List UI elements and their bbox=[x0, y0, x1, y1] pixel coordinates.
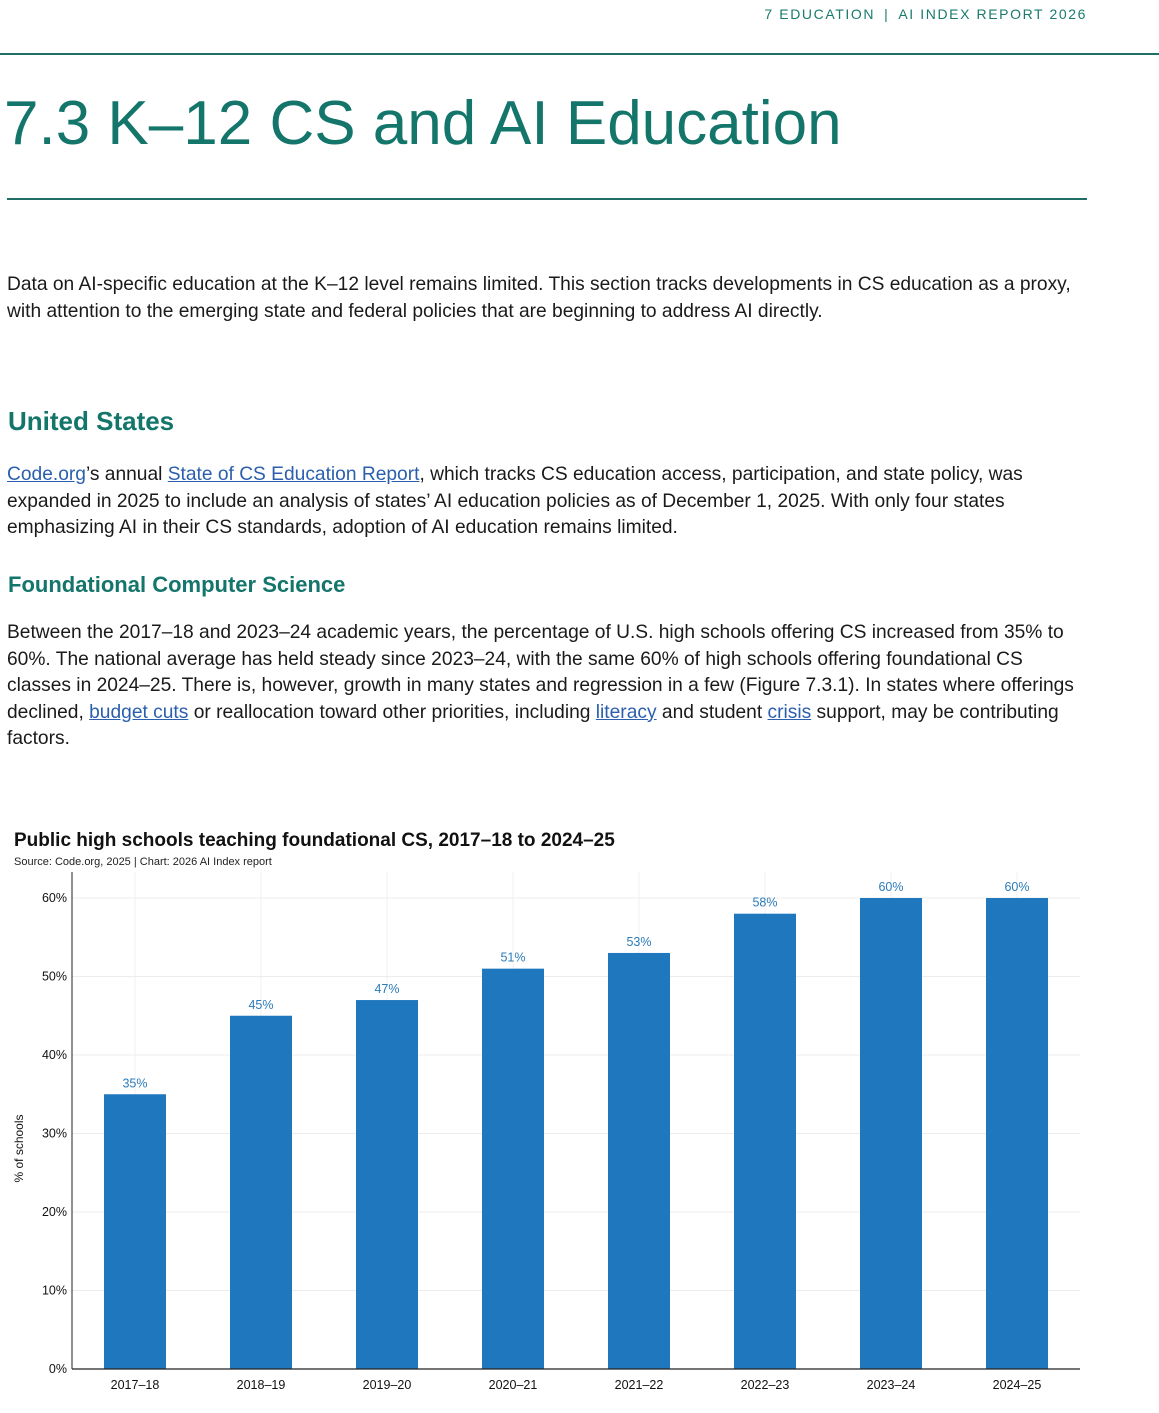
cs-text-1: Between the 2017–18 and 2023–24 academic years, the percentage of U.S. high schools offering CS increased from 35% to 60%. The national average has held steady since 2023–24, with the same 60% of high schools offering foundational CS classes in 2024–25. There is, however, growth in many states and regression in a few (Figure 7.3.1). In states where offerings declined, bbox=[7, 622, 1074, 723]
x-tick-label: 2022–23 bbox=[740, 1378, 790, 1392]
us-heading: United States bbox=[8, 406, 175, 436]
x-tick-label: 2019–20 bbox=[362, 1378, 412, 1392]
x-tick-label: 2020–21 bbox=[488, 1378, 538, 1392]
cs-text-3: and student bbox=[656, 701, 768, 723]
bar-value-label: 53% bbox=[626, 934, 652, 949]
top-rule bbox=[0, 53, 1159, 55]
bar-value-label: 51% bbox=[500, 950, 526, 965]
code-org-link[interactable]: Code.org bbox=[7, 464, 86, 485]
x-tick-label: 2024–25 bbox=[992, 1378, 1042, 1392]
chapter-label: 7 EDUCATION bbox=[764, 6, 876, 22]
x-tick-label: 2018–19 bbox=[236, 1378, 286, 1392]
bar bbox=[230, 1016, 292, 1369]
title-rule bbox=[7, 198, 1087, 200]
y-tick-label: 60% bbox=[41, 891, 67, 905]
bar bbox=[734, 914, 796, 1369]
intro-paragraph: Data on AI-specific education at the K–12 level remains limited. This section tracks developments in CS education as a proxy, with attention to the emerging state and federal policies that are beginning to address AI directly. bbox=[7, 274, 1071, 322]
us-text-1: ’s annual bbox=[85, 464, 168, 485]
y-tick-label: 0% bbox=[48, 1362, 67, 1376]
x-tick-label: 2017–18 bbox=[110, 1378, 160, 1392]
bar-value-label: 60% bbox=[1004, 880, 1030, 894]
us-text-2: , which tracks CS education access, participation, and state policy, was expanded in 2025 to include an analysis of states’ AI education policies as of December 1, 2025. With only four states emphasizing AI in their CS standards, adoption of AI education remains limited. bbox=[7, 464, 1023, 538]
y-tick-label: 20% bbox=[41, 1205, 67, 1219]
running-header bbox=[764, 6, 1087, 22]
report-label: AI INDEX REPORT 2026 bbox=[898, 6, 1087, 22]
cs-text-4: support, may be contributing factors. bbox=[7, 701, 1059, 749]
y-tick-label: 10% bbox=[41, 1283, 67, 1298]
section-title: 7.3 K–12 CS and AI Education bbox=[4, 89, 842, 158]
bar bbox=[356, 1000, 418, 1369]
x-tick-label: 2023–24 bbox=[866, 1378, 916, 1392]
chart-source: Source: Code.org, 2025 | Chart: 2026 AI Index report bbox=[14, 856, 272, 868]
bar-value-label: 47% bbox=[374, 982, 400, 997]
bar-chart bbox=[0, 860, 1159, 1413]
budget-cuts-link[interactable]: budget cuts bbox=[89, 701, 189, 723]
y-tick-label: 30% bbox=[41, 1126, 67, 1141]
foundational-cs-heading: Foundational Computer Science bbox=[8, 572, 346, 597]
state-of-cs-report-link[interactable]: State of CS Education Report bbox=[167, 464, 420, 485]
us-paragraph bbox=[7, 462, 1087, 542]
cs-text-2: or reallocation toward other priorities, including bbox=[188, 701, 596, 723]
y-tick-label: 40% bbox=[41, 1048, 67, 1062]
y-tick-label: 50% bbox=[41, 969, 67, 984]
bar-value-label: 45% bbox=[248, 997, 274, 1012]
header-separator: | bbox=[884, 6, 890, 22]
bar bbox=[608, 953, 670, 1369]
chart-title: Public high schools teaching foundational CS, 2017–18 to 2024–25 bbox=[14, 830, 615, 851]
literacy-link[interactable]: literacy bbox=[595, 701, 657, 723]
bar bbox=[482, 969, 544, 1369]
bar bbox=[104, 1094, 166, 1369]
x-tick-label: 2021–22 bbox=[614, 1378, 664, 1392]
bar bbox=[986, 898, 1048, 1369]
y-axis-label: % of schools bbox=[12, 1114, 26, 1183]
bar-value-label: 58% bbox=[752, 895, 778, 910]
bar bbox=[860, 898, 922, 1369]
bar-value-label: 60% bbox=[878, 880, 904, 894]
foundational-cs-paragraph bbox=[7, 620, 1087, 753]
bar-value-label: 35% bbox=[122, 1076, 148, 1091]
crisis-link[interactable]: crisis bbox=[767, 701, 812, 723]
